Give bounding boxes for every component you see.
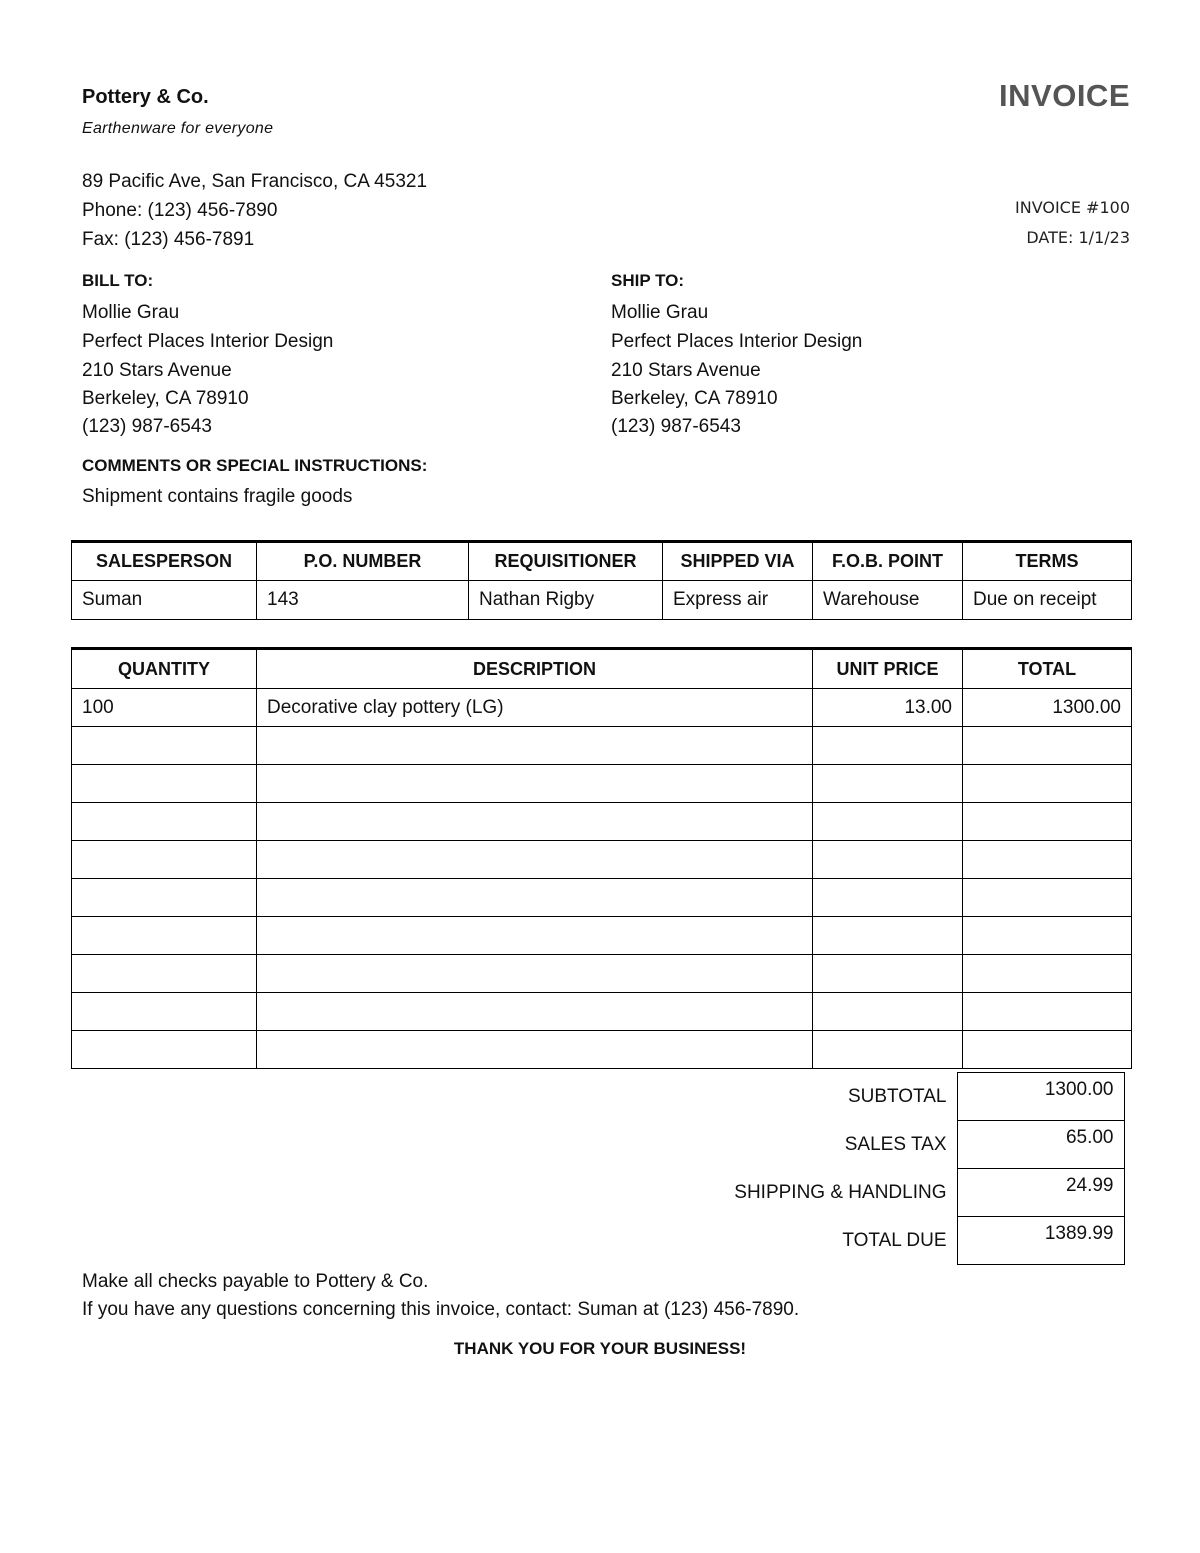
ship-to-company: Perfect Places Interior Design — [611, 331, 863, 352]
item-total — [963, 803, 1132, 841]
total-due-value: 1389.99 — [957, 1217, 1124, 1265]
table-row — [72, 993, 1132, 1031]
totals-table — [700, 1072, 1125, 1265]
footer-questions-note: If you have any questions concerning this invoice, contact: Suman at (123) 456-7890. — [82, 1299, 800, 1320]
item-total — [963, 879, 1132, 917]
bill-to-phone: (123) 987-6543 — [82, 416, 212, 437]
items-header-description: DESCRIPTION — [257, 649, 813, 689]
item-description: Decorative clay pottery (LG) — [257, 689, 813, 727]
footer-thanks: THANK YOU FOR YOUR BUSINESS! — [453, 1339, 747, 1358]
order-header-po-number: P.O. NUMBER — [257, 542, 469, 581]
item-quantity — [72, 803, 257, 841]
sales-tax-value: 65.00 — [957, 1121, 1124, 1169]
table-row — [72, 765, 1132, 803]
item-description — [257, 765, 813, 803]
item-unit-price — [813, 879, 963, 917]
item-description — [257, 993, 813, 1031]
item-quantity — [72, 955, 257, 993]
ship-to-phone: (123) 987-6543 — [611, 416, 741, 437]
item-unit-price — [813, 993, 963, 1031]
sales-tax-label: SALES TAX — [844, 1133, 947, 1155]
order-info-table — [71, 540, 1132, 620]
order-header-terms: TERMS — [963, 542, 1132, 581]
item-unit-price — [813, 841, 963, 879]
item-total — [963, 841, 1132, 879]
line-items-table — [71, 647, 1132, 1069]
subtotal-label: SUBTOTAL — [847, 1085, 947, 1107]
item-total — [963, 727, 1132, 765]
total-due-label: TOTAL DUE — [842, 1229, 947, 1251]
item-total: 1300.00 — [963, 689, 1132, 727]
ship-to-name: Mollie Grau — [611, 302, 709, 323]
ship-to-city: Berkeley, CA 78910 — [611, 388, 778, 409]
bill-to-street: 210 Stars Avenue — [82, 360, 232, 381]
item-unit-price — [813, 803, 963, 841]
shipping-handling-label: SHIPPING & HANDLING — [734, 1181, 947, 1203]
item-quantity — [72, 765, 257, 803]
item-unit-price — [813, 917, 963, 955]
order-header-shipped-via: SHIPPED VIA — [663, 542, 813, 581]
item-quantity — [72, 917, 257, 955]
item-description — [257, 1031, 813, 1069]
item-description — [257, 879, 813, 917]
order-header-salesperson: SALESPERSON — [72, 542, 257, 581]
item-quantity — [72, 879, 257, 917]
item-total — [963, 955, 1132, 993]
company-phone: Phone: (123) 456-7890 — [82, 200, 278, 221]
invoice-date: DATE: 1/1/23 — [1026, 228, 1130, 247]
order-header-requisitioner: REQUISITIONER — [469, 542, 663, 581]
items-header-total: TOTAL — [963, 649, 1132, 689]
table-row — [72, 879, 1132, 917]
comments-label: COMMENTS OR SPECIAL INSTRUCTIONS: — [82, 456, 428, 475]
comments-text: Shipment contains fragile goods — [82, 486, 353, 507]
ship-to-label: SHIP TO: — [611, 271, 685, 290]
company-address: 89 Pacific Ave, San Francisco, CA 45321 — [82, 171, 428, 192]
order-po-number: 143 — [257, 581, 469, 620]
item-unit-price: 13.00 — [813, 689, 963, 727]
order-terms: Due on receipt — [963, 581, 1132, 620]
table-row — [72, 841, 1132, 879]
item-total — [963, 1031, 1132, 1069]
table-row — [72, 727, 1132, 765]
item-unit-price — [813, 765, 963, 803]
company-name: Pottery & Co. — [82, 86, 209, 108]
item-quantity — [72, 1031, 257, 1069]
order-shipped-via: Express air — [663, 581, 813, 620]
item-unit-price — [813, 727, 963, 765]
order-fob-point: Warehouse — [813, 581, 963, 620]
table-row — [72, 955, 1132, 993]
invoice-title: INVOICE — [999, 78, 1130, 113]
shipping-handling-value: 24.99 — [957, 1169, 1124, 1217]
table-row — [72, 803, 1132, 841]
company-tagline: Earthenware for everyone — [82, 120, 274, 137]
bill-to-block — [82, 271, 333, 444]
item-quantity — [72, 727, 257, 765]
footer-checks-note: Make all checks payable to Pottery & Co. — [82, 1271, 429, 1292]
bill-to-city: Berkeley, CA 78910 — [82, 388, 249, 409]
item-quantity — [72, 993, 257, 1031]
invoice-number: INVOICE #100 — [1015, 198, 1130, 217]
ship-to-block — [611, 271, 862, 444]
item-total — [963, 917, 1132, 955]
bill-to-label: BILL TO: — [82, 271, 154, 290]
item-description — [257, 841, 813, 879]
bill-to-company: Perfect Places Interior Design — [82, 331, 334, 352]
ship-to-street: 210 Stars Avenue — [611, 360, 761, 381]
company-fax: Fax: (123) 456-7891 — [82, 229, 255, 250]
item-description — [257, 917, 813, 955]
item-unit-price — [813, 1031, 963, 1069]
table-row — [72, 917, 1132, 955]
order-salesperson: Suman — [72, 581, 257, 620]
table-row — [72, 689, 1132, 727]
item-quantity — [72, 841, 257, 879]
bill-to-name: Mollie Grau — [82, 302, 180, 323]
subtotal-value: 1300.00 — [957, 1073, 1124, 1121]
table-row — [72, 1031, 1132, 1069]
order-header-fob-point: F.O.B. POINT — [813, 542, 963, 581]
item-total — [963, 765, 1132, 803]
item-description — [257, 727, 813, 765]
item-description — [257, 955, 813, 993]
order-requisitioner: Nathan Rigby — [469, 581, 663, 620]
item-quantity: 100 — [72, 689, 257, 727]
item-description — [257, 803, 813, 841]
items-header-quantity: QUANTITY — [72, 649, 257, 689]
item-total — [963, 993, 1132, 1031]
item-unit-price — [813, 955, 963, 993]
items-header-unit-price: UNIT PRICE — [813, 649, 963, 689]
